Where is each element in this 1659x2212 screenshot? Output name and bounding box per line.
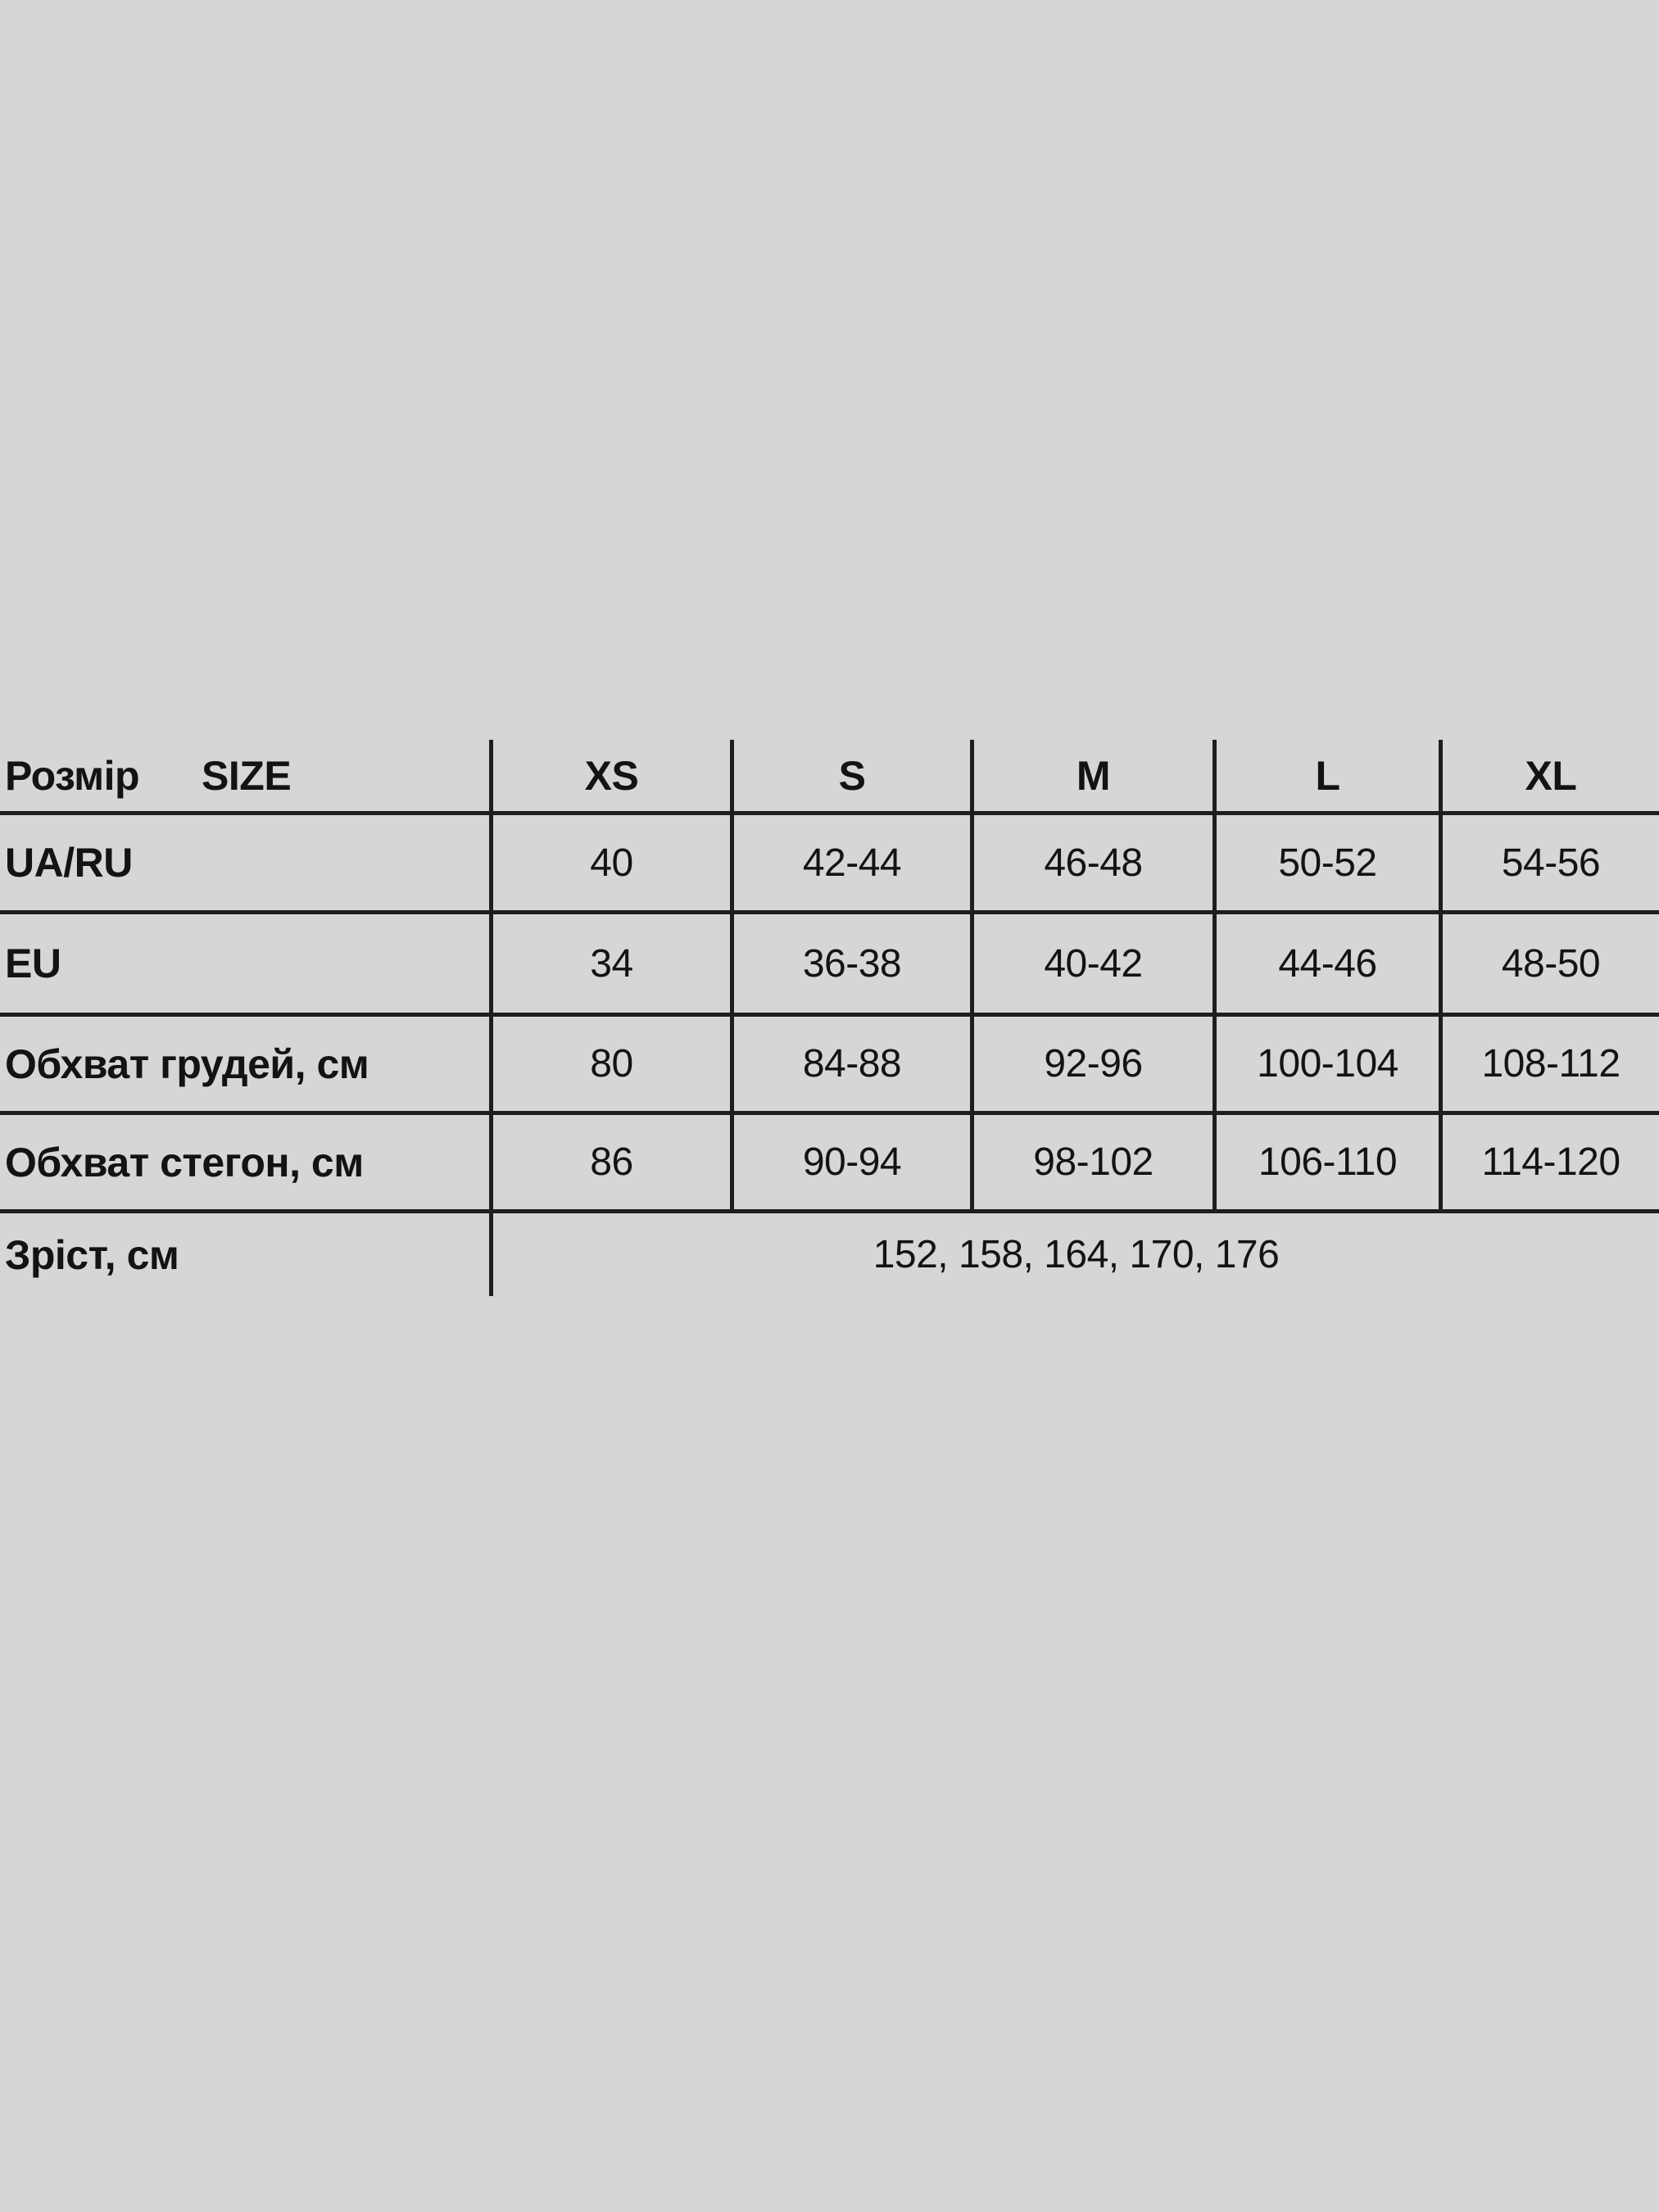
cell-ua-ru-l: 50-52 [1213,815,1439,914]
cell-hips-xl: 114-120 [1439,1115,1659,1213]
cell-hips-m: 98-102 [970,1115,1213,1213]
column-header-xs: XS [489,740,730,815]
row-label: Обхват грудей, см [0,1017,489,1115]
column-header-s: S [730,740,970,815]
header-size-label-cell [0,740,489,815]
size-chart-table [0,740,1659,1296]
cell-chest-xl: 108-112 [1439,1017,1659,1115]
cell-ua-ru-xs: 40 [489,815,730,914]
cell-eu-s: 36-38 [730,914,970,1017]
cell-hips-xs: 86 [489,1115,730,1213]
cell-chest-m: 92-96 [970,1017,1213,1115]
cell-hips-l: 106-110 [1213,1115,1439,1213]
cell-chest-l: 100-104 [1213,1017,1439,1115]
row-label: Обхват стегон, см [0,1115,489,1213]
cell-eu-xs: 34 [489,914,730,1017]
cell-ua-ru-s: 42-44 [730,815,970,914]
cell-height-values: 152, 158, 164, 170, 176 [489,1213,1659,1296]
size-label-uk: Розмір [5,752,140,799]
column-header-m: M [970,740,1213,815]
cell-eu-xl: 48-50 [1439,914,1659,1017]
column-header-xl: XL [1439,740,1659,815]
cell-eu-l: 44-46 [1213,914,1439,1017]
cell-hips-s: 90-94 [730,1115,970,1213]
cell-ua-ru-m: 46-48 [970,815,1213,914]
row-label: Зріст, см [5,1231,179,1278]
row-label: EU [0,914,489,1017]
cell-chest-s: 84-88 [730,1017,970,1115]
cell-eu-m: 40-42 [970,914,1213,1017]
cell-chest-xs: 80 [489,1017,730,1115]
column-header-l: L [1213,740,1439,815]
size-label-en: SIZE [202,752,292,799]
row-label: UA/RU [0,815,489,914]
cell-ua-ru-xl: 54-56 [1439,815,1659,914]
